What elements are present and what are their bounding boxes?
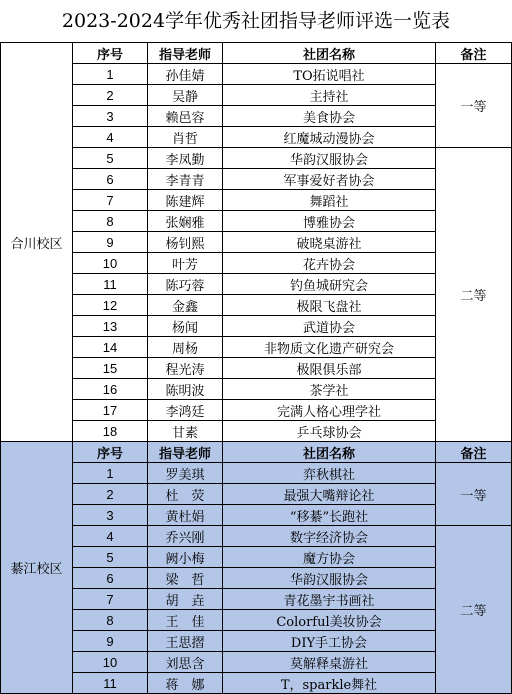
table-row bbox=[1, 484, 512, 505]
row-number-cell: 18 bbox=[73, 421, 148, 442]
table-row bbox=[1, 169, 512, 190]
club-name-cell: TO拓说唱社 bbox=[223, 64, 436, 85]
table-row bbox=[1, 148, 512, 169]
club-name-cell: 红魔城动漫协会 bbox=[223, 127, 436, 148]
teacher-name-cell: 程光涛 bbox=[148, 358, 223, 379]
club-name-cell: 军事爱好者协会 bbox=[223, 169, 436, 190]
row-number-cell: 5 bbox=[73, 148, 148, 169]
campus-name-cell: 合川校区 bbox=[1, 43, 73, 442]
row-number-cell: 1 bbox=[73, 64, 148, 85]
row-number-cell: 9 bbox=[73, 631, 148, 652]
teacher-name-cell: 肖哲 bbox=[148, 127, 223, 148]
table-row bbox=[1, 253, 512, 274]
row-number-cell: 16 bbox=[73, 379, 148, 400]
table-row bbox=[1, 547, 512, 568]
campus-name-cell: 綦江校区 bbox=[1, 442, 73, 694]
row-number-cell: 11 bbox=[73, 673, 148, 694]
table-row bbox=[1, 295, 512, 316]
teacher-name-cell: 黄杜娟 bbox=[148, 505, 223, 526]
table-row bbox=[1, 652, 512, 673]
table-row bbox=[1, 610, 512, 631]
table-row bbox=[1, 463, 512, 484]
teacher-name-cell: 乔兴刚 bbox=[148, 526, 223, 547]
club-name-cell: 非物质文化遗产研究会 bbox=[223, 337, 436, 358]
teacher-name-cell: 周杨 bbox=[148, 337, 223, 358]
club-name-cell: 乒乓球协会 bbox=[223, 421, 436, 442]
teacher-name-cell: 陈明波 bbox=[148, 379, 223, 400]
table-row bbox=[1, 568, 512, 589]
row-number-cell: 4 bbox=[73, 127, 148, 148]
row-number-cell: 10 bbox=[73, 652, 148, 673]
teacher-name-cell: 王 佳 bbox=[148, 610, 223, 631]
club-name-cell: 破晓桌游社 bbox=[223, 232, 436, 253]
teacher-name-cell: 李凤勤 bbox=[148, 148, 223, 169]
table-row bbox=[1, 232, 512, 253]
table-row bbox=[1, 400, 512, 421]
row-number-cell: 2 bbox=[73, 484, 148, 505]
club-name-cell: 魔方协会 bbox=[223, 547, 436, 568]
table-header-row bbox=[1, 442, 512, 463]
teacher-name-cell: 吴静 bbox=[148, 85, 223, 106]
club-name-cell: 武道协会 bbox=[223, 316, 436, 337]
teacher-selection-table bbox=[0, 42, 512, 694]
table-row bbox=[1, 421, 512, 442]
header-no: 序号 bbox=[73, 43, 148, 64]
row-number-cell: 8 bbox=[73, 211, 148, 232]
table-row bbox=[1, 316, 512, 337]
table-row bbox=[1, 379, 512, 400]
club-name-cell: 华韵汉服协会 bbox=[223, 568, 436, 589]
table-row bbox=[1, 337, 512, 358]
table-row bbox=[1, 274, 512, 295]
table-row bbox=[1, 64, 512, 85]
teacher-name-cell: 胡 垚 bbox=[148, 589, 223, 610]
table-row bbox=[1, 526, 512, 547]
teacher-name-cell: 罗美琪 bbox=[148, 463, 223, 484]
club-name-cell: 弈秋棋社 bbox=[223, 463, 436, 484]
table-row bbox=[1, 589, 512, 610]
club-name-cell: 极限俱乐部 bbox=[223, 358, 436, 379]
header-teacher: 指导老师 bbox=[148, 442, 223, 463]
club-name-cell: Colorful美妆协会 bbox=[223, 610, 436, 631]
teacher-name-cell: 陈建辉 bbox=[148, 190, 223, 211]
teacher-name-cell: 金鑫 bbox=[148, 295, 223, 316]
club-name-cell: 茶学社 bbox=[223, 379, 436, 400]
row-number-cell: 6 bbox=[73, 568, 148, 589]
club-name-cell: DIY手工协会 bbox=[223, 631, 436, 652]
award-note-cell: 一等 bbox=[436, 64, 512, 148]
row-number-cell: 3 bbox=[73, 106, 148, 127]
header-note: 备注 bbox=[436, 43, 512, 64]
row-number-cell: 15 bbox=[73, 358, 148, 379]
award-note-cell: 一等 bbox=[436, 463, 512, 526]
row-number-cell: 4 bbox=[73, 526, 148, 547]
club-name-cell: 最强大嘴辩论社 bbox=[223, 484, 436, 505]
header-club: 社团名称 bbox=[223, 43, 436, 64]
table-row bbox=[1, 631, 512, 652]
club-name-cell: “移綦”长跑社 bbox=[223, 505, 436, 526]
page-title: 2023-2024学年优秀社团指导老师评选一览表 bbox=[61, 10, 451, 32]
teacher-name-cell: 杨闻 bbox=[148, 316, 223, 337]
club-name-cell: 钓鱼城研究会 bbox=[223, 274, 436, 295]
teacher-name-cell: 赖邑容 bbox=[148, 106, 223, 127]
table-row bbox=[1, 505, 512, 526]
table-row bbox=[1, 190, 512, 211]
row-number-cell: 14 bbox=[73, 337, 148, 358]
club-name-cell: 花卉协会 bbox=[223, 253, 436, 274]
club-name-cell: 完满人格心理学社 bbox=[223, 400, 436, 421]
teacher-name-cell: 孙佳婧 bbox=[148, 64, 223, 85]
table-row bbox=[1, 106, 512, 127]
club-name-cell: 华韵汉服协会 bbox=[223, 148, 436, 169]
teacher-name-cell: 杨钊熙 bbox=[148, 232, 223, 253]
club-name-cell: 莫解释桌游社 bbox=[223, 652, 436, 673]
header-note: 备注 bbox=[436, 442, 512, 463]
header-club: 社团名称 bbox=[223, 442, 436, 463]
club-name-cell: 舞蹈社 bbox=[223, 190, 436, 211]
table-row bbox=[1, 85, 512, 106]
teacher-name-cell: 刘思含 bbox=[148, 652, 223, 673]
teacher-name-cell: 杜 荧 bbox=[148, 484, 223, 505]
club-name-cell: 主持社 bbox=[223, 85, 436, 106]
teacher-name-cell: 张娴雅 bbox=[148, 211, 223, 232]
club-name-cell: T，sparkle舞社 bbox=[223, 673, 436, 694]
row-number-cell: 17 bbox=[73, 400, 148, 421]
table-row bbox=[1, 673, 512, 694]
row-number-cell: 9 bbox=[73, 232, 148, 253]
teacher-name-cell: 陈巧蓉 bbox=[148, 274, 223, 295]
row-number-cell: 13 bbox=[73, 316, 148, 337]
row-number-cell: 3 bbox=[73, 505, 148, 526]
row-number-cell: 2 bbox=[73, 85, 148, 106]
row-number-cell: 7 bbox=[73, 190, 148, 211]
header-no: 序号 bbox=[73, 442, 148, 463]
row-number-cell: 7 bbox=[73, 589, 148, 610]
teacher-name-cell: 甘素 bbox=[148, 421, 223, 442]
row-number-cell: 5 bbox=[73, 547, 148, 568]
teacher-name-cell: 李青青 bbox=[148, 169, 223, 190]
row-number-cell: 8 bbox=[73, 610, 148, 631]
club-name-cell: 青花墨宇书画社 bbox=[223, 589, 436, 610]
club-name-cell: 极限飞盘社 bbox=[223, 295, 436, 316]
teacher-name-cell: 梁 哲 bbox=[148, 568, 223, 589]
header-teacher: 指导老师 bbox=[148, 43, 223, 64]
row-number-cell: 10 bbox=[73, 253, 148, 274]
teacher-name-cell: 叶芳 bbox=[148, 253, 223, 274]
award-note-cell: 二等 bbox=[436, 526, 512, 694]
club-name-cell: 数字经济协会 bbox=[223, 526, 436, 547]
teacher-name-cell: 李鸿廷 bbox=[148, 400, 223, 421]
row-number-cell: 6 bbox=[73, 169, 148, 190]
row-number-cell: 11 bbox=[73, 274, 148, 295]
table-row bbox=[1, 211, 512, 232]
table-row bbox=[1, 127, 512, 148]
table-row bbox=[1, 358, 512, 379]
teacher-name-cell: 蒋 娜 bbox=[148, 673, 223, 694]
award-note-cell: 二等 bbox=[436, 148, 512, 442]
table-header-row bbox=[1, 43, 512, 64]
row-number-cell: 12 bbox=[73, 295, 148, 316]
club-name-cell: 美食协会 bbox=[223, 106, 436, 127]
club-name-cell: 博雅协会 bbox=[223, 211, 436, 232]
row-number-cell: 1 bbox=[73, 463, 148, 484]
teacher-name-cell: 王思摺 bbox=[148, 631, 223, 652]
teacher-name-cell: 阙小梅 bbox=[148, 547, 223, 568]
